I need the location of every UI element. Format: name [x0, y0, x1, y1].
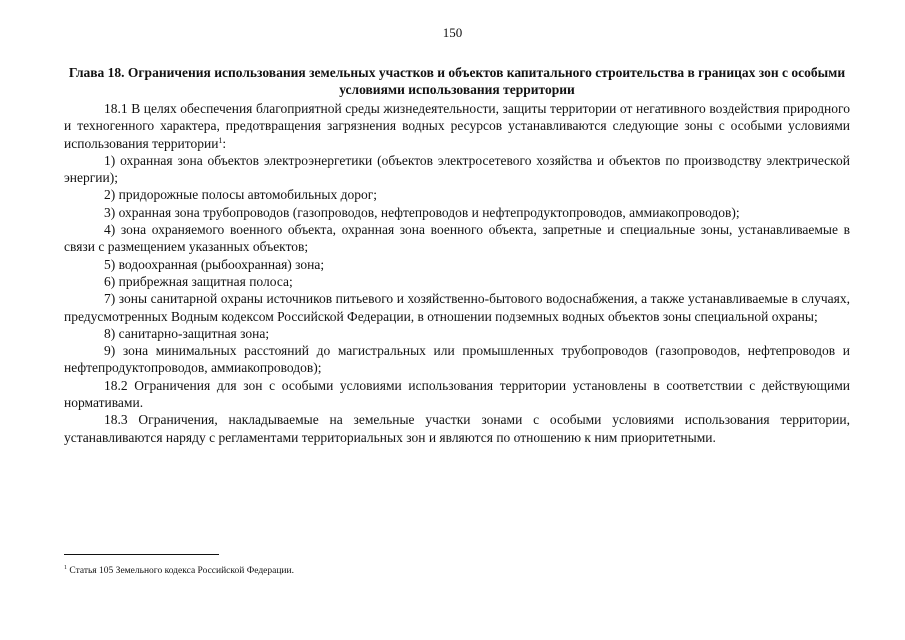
paragraph-18-2: 18.2 Ограничения для зон с особыми условиями использования территории установлены в соответствии с действующими нормативами.	[64, 377, 850, 411]
list-item: 5) водоохранная (рыбоохранная) зона;	[104, 256, 325, 272]
list-item: 7) зоны санитарной охраны источников питьевого и хозяйственно-бытового водоснабжения, а также устанавливаемые в случаях, предусмотренных Водным кодексом Российской Федерации, в отношении подземных водных объектов зоны специальной охраны;	[64, 291, 850, 324]
footnote-reference: 1	[218, 135, 223, 145]
footnote-separator	[64, 554, 219, 555]
footnote-mark: 1	[64, 565, 67, 571]
list-item: 4) зона охраняемого военного объекта, охранная зона военного объекта, запретные и специальные зоны, устанавливаемые в связи с размещением указанных объектов;	[64, 222, 850, 255]
page-number: 150	[442, 25, 463, 40]
list-item: 2) придорожные полосы автомобильных дорог;	[104, 187, 377, 203]
list-item: 3) охранная зона трубопроводов (газопроводов, нефтепроводов и нефтепродуктопроводов, аммиакопроводов);	[104, 204, 740, 220]
paragraph-18-1	[64, 100, 850, 152]
list-item: 1) охранная зона объектов электроэнергетики (объектов электросетевого хозяйства и объектов по производству электрической энергии);	[64, 152, 850, 186]
footnote	[64, 565, 664, 577]
document-body	[64, 100, 850, 446]
paragraph-18-1-colon: :	[222, 135, 227, 151]
list-item: 9) зона минимальных расстояний до магистральных или промышленных трубопроводов (газопроводов, нефтепроводов и нефтепродуктопроводов, аммиакопроводов);	[64, 343, 850, 376]
paragraph-18-3: 18.3 Ограничения, накладываемые на земельные участки зонами с особыми условиями использования территории, устанавливаются наряду с регламентами территориальных зон и являются по отношению к ним приоритетными.	[64, 412, 850, 445]
chapter-heading: Глава 18. Ограничения использования земельных участков и объектов капитального строительства в границах зон с особыми условиями использования территории	[68, 65, 846, 97]
paragraph-18-1-text: 18.1 В целях обеспечения благоприятной среды жизнедеятельности, защиты территории от негативного воздействия природного и техногенного характера, предотвращения загрязнения водных ресурсов устанавливаются следующие зоны с особыми условиями использования территории	[64, 101, 850, 151]
list-item: 6) прибрежная защитная полоса;	[104, 273, 293, 289]
footnote-text: Статья 105 Земельного кодекса Российской Федерации.	[67, 566, 294, 576]
list-item: 8) санитарно-защитная зона;	[104, 325, 270, 341]
